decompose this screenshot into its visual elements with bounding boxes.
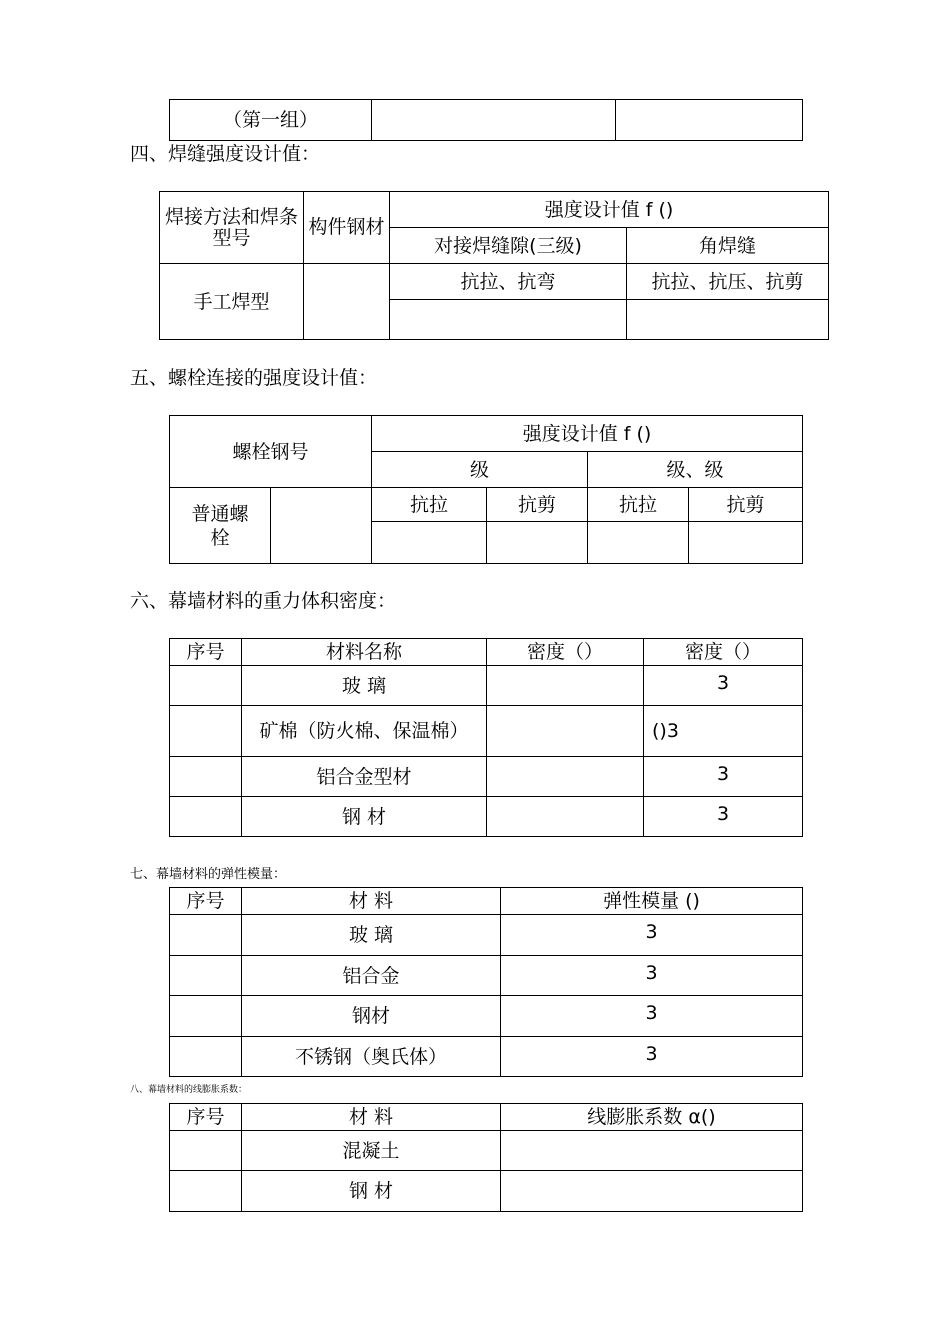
header-density-1: 密度（） xyxy=(487,639,644,666)
index-cell xyxy=(170,996,242,1037)
header-index: 序号 xyxy=(170,639,242,666)
index-cell xyxy=(170,797,242,837)
empty-cell xyxy=(271,488,372,564)
material-cell: 钢材 xyxy=(242,996,501,1037)
index-cell xyxy=(170,666,242,706)
index-cell xyxy=(170,915,242,956)
shear-cell-1: 抗剪 xyxy=(487,488,588,522)
table-row xyxy=(170,797,803,837)
header-density-2: 密度（） xyxy=(644,639,803,666)
section8-heading: 八、幕墙材料的线膨胀系数： xyxy=(130,1085,248,1095)
method-cell: 手工焊型 xyxy=(160,264,304,340)
table-row xyxy=(170,1131,803,1171)
header-index: 序号 xyxy=(170,1104,242,1131)
empty-cell xyxy=(627,300,829,340)
density-cell: 3 xyxy=(644,757,803,797)
index-cell xyxy=(170,956,242,996)
empty-cell xyxy=(689,522,803,564)
modulus-cell: 3 xyxy=(501,956,803,996)
elastic-modulus-table xyxy=(169,887,803,1077)
header-strength: 强度设计值 f () xyxy=(390,192,829,228)
material-cell: 铝合金 xyxy=(242,956,501,996)
empty-cell xyxy=(487,757,644,797)
empty-cell xyxy=(372,100,616,141)
index-cell xyxy=(170,757,242,797)
empty-cell xyxy=(487,797,644,837)
header-method: 焊接方法和焊条型号 xyxy=(160,192,304,264)
header-bolt-grade: 螺栓钢号 xyxy=(170,416,372,488)
modulus-cell: 3 xyxy=(501,1037,803,1077)
material-cell: 玻 璃 xyxy=(242,666,487,706)
top-table xyxy=(169,99,803,141)
shear-cell-2: 抗剪 xyxy=(689,488,803,522)
header-fillet-weld: 角焊缝 xyxy=(627,228,829,264)
density-cell: ()3 xyxy=(644,706,803,757)
bolt-cell: 普通螺栓 xyxy=(170,488,271,564)
density-table xyxy=(169,638,803,837)
empty-cell xyxy=(501,1171,803,1212)
empty-cell xyxy=(487,666,644,706)
empty-cell xyxy=(487,706,644,757)
table-row xyxy=(170,1171,803,1212)
header-material: 材 料 xyxy=(242,1104,501,1131)
density-cell: 3 xyxy=(644,797,803,837)
header-elastic-modulus: 弹性模量 () xyxy=(501,888,803,915)
section5-heading: 五、螺栓连接的强度设计值： xyxy=(130,367,378,389)
header-strength: 强度设计值 f () xyxy=(372,416,803,452)
empty-cell xyxy=(501,1131,803,1171)
modulus-cell: 3 xyxy=(501,996,803,1037)
index-cell xyxy=(170,1171,242,1212)
butt-weld-cell: 抗拉、抗弯 xyxy=(390,264,627,300)
material-cell: 不锈钢（奥氏体） xyxy=(242,1037,501,1077)
material-cell: 矿棉（防火棉、保温棉） xyxy=(242,706,487,757)
empty-cell xyxy=(372,522,487,564)
density-cell: 3 xyxy=(644,666,803,706)
header-level-2: 级、级 xyxy=(588,452,803,488)
tension-cell-1: 抗拉 xyxy=(372,488,487,522)
table-row xyxy=(170,956,803,996)
empty-cell xyxy=(390,300,627,340)
table-row xyxy=(170,996,803,1037)
fillet-weld-cell: 抗拉、抗压、抗剪 xyxy=(627,264,829,300)
header-material-name: 材料名称 xyxy=(242,639,487,666)
tension-cell-2: 抗拉 xyxy=(588,488,689,522)
material-cell: 混凝土 xyxy=(242,1131,501,1171)
empty-cell xyxy=(588,522,689,564)
header-material: 材 料 xyxy=(242,888,501,915)
group-cell: （第一组） xyxy=(170,100,372,141)
section6-heading: 六、幕墙材料的重力体积密度： xyxy=(130,590,397,612)
material-cell: 玻 璃 xyxy=(242,915,501,956)
header-expansion-coefficient: 线膨胀系数 α() xyxy=(501,1104,803,1131)
material-cell: 铝合金型材 xyxy=(242,757,487,797)
table-row xyxy=(170,757,803,797)
header-member: 构件钢材 xyxy=(304,192,390,264)
empty-cell xyxy=(487,522,588,564)
material-cell: 钢 材 xyxy=(242,797,487,837)
empty-cell xyxy=(304,264,390,340)
table-row xyxy=(170,1037,803,1077)
index-cell xyxy=(170,706,242,757)
bolt-strength-table xyxy=(169,415,803,564)
table-row xyxy=(170,915,803,956)
expansion-coefficient-table xyxy=(169,1103,803,1212)
section4-heading: 四、焊缝强度设计值： xyxy=(130,143,321,165)
header-butt-weld: 对接焊缝隙(三级) xyxy=(390,228,627,264)
table-row xyxy=(170,706,803,757)
index-cell xyxy=(170,1131,242,1171)
section7-heading: 七、幕墙材料的弹性模量： xyxy=(130,867,287,882)
header-level-1: 级 xyxy=(372,452,588,488)
index-cell xyxy=(170,1037,242,1077)
modulus-cell: 3 xyxy=(501,915,803,956)
header-index: 序号 xyxy=(170,888,242,915)
weld-strength-table xyxy=(159,191,829,340)
material-cell: 钢 材 xyxy=(242,1171,501,1212)
table-row xyxy=(170,666,803,706)
empty-cell xyxy=(616,100,803,141)
